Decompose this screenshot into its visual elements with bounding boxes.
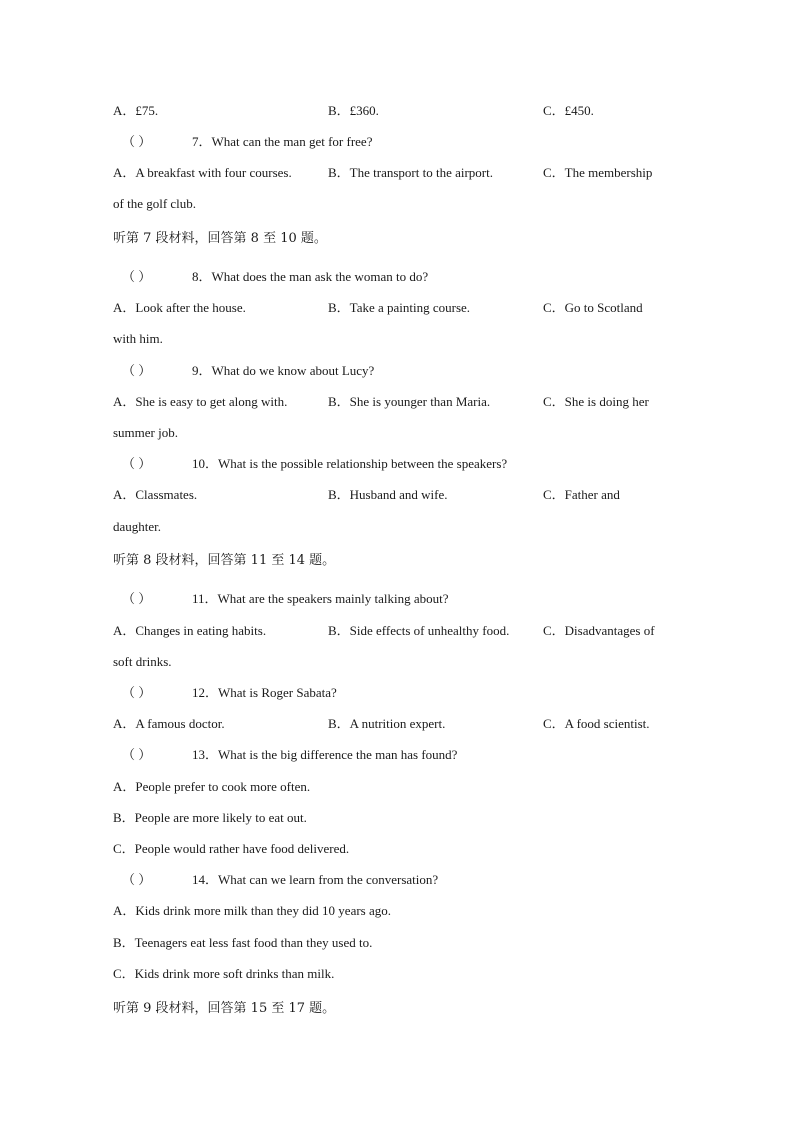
q8-question: 8．What does the man ask the woman to do? [192, 269, 429, 284]
q12-option-a: A．A famous doctor. [113, 716, 225, 731]
q8-option-c: C．Go to Scotland [543, 300, 643, 315]
q10-option-b: B．Husband and wife. [328, 487, 448, 502]
q11-option-a: A．Changes in eating habits. [113, 623, 267, 638]
q8-option-b: B．Take a painting course. [328, 300, 471, 315]
q14-option-c: C．Kids drink more soft drinks than milk. [113, 966, 335, 981]
q13-option-a: A．People prefer to cook more often. [113, 779, 311, 794]
q10-option-c-continued: daughter. [113, 519, 162, 534]
q7-answer-blank: （ ） [122, 134, 152, 149]
q9-question: 9．What do we know about Lucy? [192, 363, 375, 378]
q12-options-row [0, 714, 794, 734]
q6-option-c: C．£450. [543, 103, 594, 118]
q7-stem [122, 132, 722, 152]
section-9-heading: 听第 9 段材料，回答第 15 至 17 题。 [113, 1001, 336, 1016]
q12-stem [122, 683, 722, 703]
q8-stem [122, 267, 722, 287]
q7-option-b: B．The transport to the airport. [328, 165, 493, 180]
q14-option-a: A．Kids drink more milk than they did 10 years ago. [113, 903, 392, 918]
q8-option-c-continued: with him. [113, 331, 163, 346]
q10-option-a: A．Classmates. [113, 487, 198, 502]
q13-answer-blank: （ ） [122, 747, 152, 762]
q11-option-b: B．Side effects of unhealthy food. [328, 623, 510, 638]
q8-answer-blank: （ ） [122, 269, 152, 284]
q10-stem [122, 454, 742, 474]
q14-question: 14．What can we learn from the conversation? [192, 872, 439, 887]
q6-options-row [0, 101, 794, 121]
q11-answer-blank: （ ） [122, 591, 152, 606]
q13-option-b: B．People are more likely to eat out. [113, 810, 307, 825]
q9-option-c-continued: summer job. [113, 425, 178, 440]
q9-option-c: C．She is doing her [543, 394, 649, 409]
q13-question: 13．What is the big difference the man has found? [192, 747, 458, 762]
q10-option-c: C．Father and [543, 487, 620, 502]
q11-stem [122, 589, 722, 609]
q6-option-a: A．£75. [113, 103, 159, 118]
q11-options-row [0, 621, 794, 641]
q8-option-a: A．Look after the house. [113, 300, 246, 315]
q7-option-c-continued: of the golf club. [113, 196, 197, 211]
q9-option-a: A．She is easy to get along with. [113, 394, 288, 409]
q11-option-c-continued: soft drinks. [113, 654, 172, 669]
q10-options-row [0, 485, 794, 505]
q8-options-row [0, 298, 794, 318]
q7-options-row [0, 163, 794, 183]
q7-option-a: A．A breakfast with four courses. [113, 165, 292, 180]
q11-option-c: C．Disadvantages of [543, 623, 655, 638]
q11-question: 11．What are the speakers mainly talking about? [192, 591, 449, 606]
q7-option-c: C．The membership [543, 165, 653, 180]
q10-answer-blank: （ ） [122, 456, 152, 471]
q13-option-c: C．People would rather have food delivered. [113, 841, 350, 856]
q12-option-b: B．A nutrition expert. [328, 716, 446, 731]
section-8-heading: 听第 8 段材料，回答第 11 至 14 题。 [113, 553, 336, 568]
q9-answer-blank: （ ） [122, 363, 152, 378]
q13-stem [122, 745, 722, 765]
section-7-heading: 听第 7 段材料，回答第 8 至 10 题。 [113, 231, 327, 246]
q14-stem [122, 870, 722, 890]
q9-stem [122, 361, 722, 381]
q14-answer-blank: （ ） [122, 872, 152, 887]
q12-question: 12．What is Roger Sabata? [192, 685, 337, 700]
q9-option-b: B．She is younger than Maria. [328, 394, 491, 409]
q10-question: 10．What is the possible relationship between the speakers? [192, 456, 508, 471]
q14-option-b: B．Teenagers eat less fast food than they used to. [113, 935, 373, 950]
q7-question: 7．What can the man get for free? [192, 134, 373, 149]
q12-answer-blank: （ ） [122, 685, 152, 700]
q12-option-c: C．A food scientist. [543, 716, 650, 731]
q9-options-row [0, 392, 794, 412]
q6-option-b: B．£360. [328, 103, 379, 118]
